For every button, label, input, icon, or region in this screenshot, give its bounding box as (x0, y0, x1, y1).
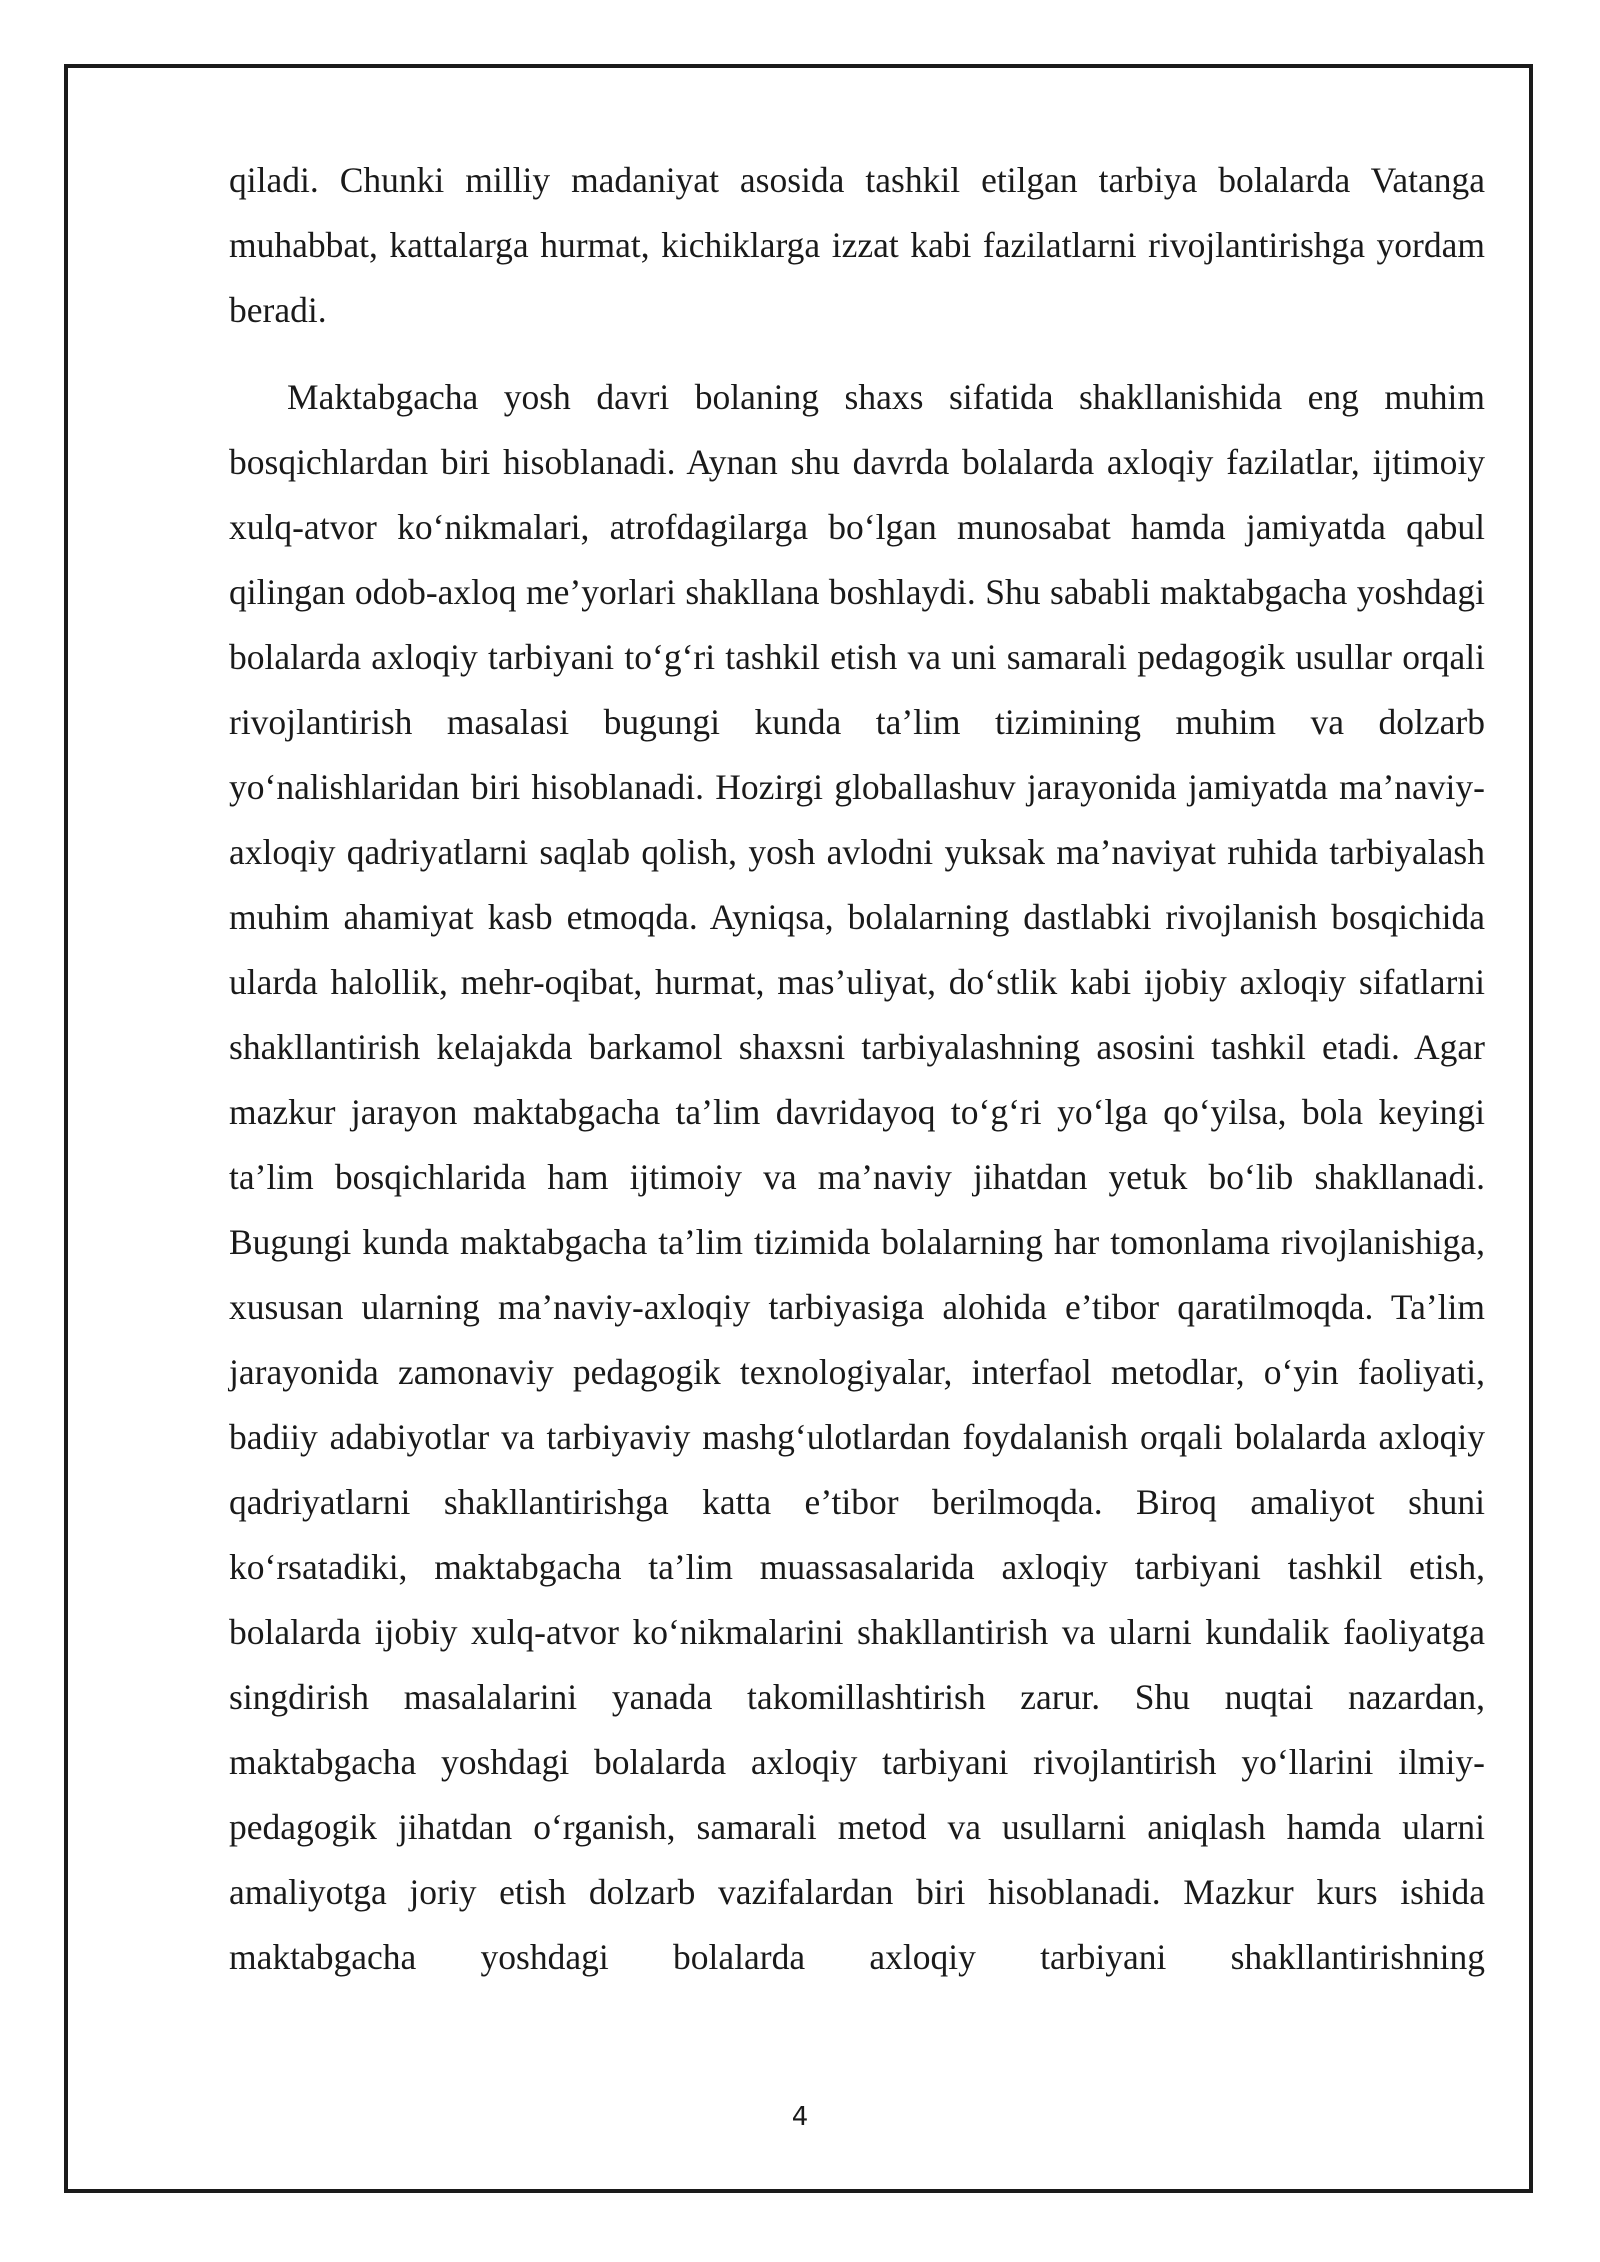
document-body (229, 148, 1485, 1990)
paragraph-main: Maktabgacha yosh davri bolaning shaxs sifatida shakllanishida eng muhim bosqichlardan biri hisoblanadi. Aynan shu davrda bolalarda axloqiy fazilatlar, ijtimoiy xulq-atvor koʻnikmalari, atrofdagilarga boʻlgan munosabat hamda jamiyatda qabul qilingan odob-axloq me’yorlari shakllana boshlaydi. Shu sababli maktabgacha yoshdagi bolalarda axloqiy tarbiyani toʻgʻri tashkil etish va uni samarali pedagogik usullar orqali rivojlantirish masalasi bugungi kunda ta’lim tizimining muhim va dolzarb yoʻnalishlaridan biri hisoblanadi. Hozirgi globallashuv jarayonida jamiyatda ma’naviy-axloqiy qadriyatlarni saqlab qolish, yosh avlodni yuksak ma’naviyat ruhida tarbiyalash muhim ahamiyat kasb etmoqda. Ayniqsa, bolalarning dastlabki rivojlanish bosqichida ularda halollik, mehr-oqibat, hurmat, mas’uliyat, doʻstlik kabi ijobiy axloqiy sifatlarni shakllantirish kelajakda barkamol shaxsni tarbiyalashning asosini tashkil etadi. Agar mazkur jarayon maktabgacha ta’lim davridayoq toʻgʻri yoʻlga qoʻyilsa, bola keyingi ta’lim bosqichlarida ham ijtimoiy va ma’naviy jihatdan yetuk boʻlib shakllanadi. Bugungi kunda maktabgacha ta’lim tizimida bolalarning har tomonlama rivojlanishiga, xususan ularning ma’naviy-axloqiy tarbiyasiga alohida e’tibor qaratilmoqda. Ta’lim jarayonida zamonaviy pedagogik texnologiyalar, interfaol metodlar, oʻyin faoliyati, badiiy adabiyotlar va tarbiyaviy mashgʻulotlardan foydalanish orqali bolalarda axloqiy qadriyatlarni shakllantirishga katta e’tibor berilmoqda. Biroq amaliyot shuni koʻrsatadiki, maktabgacha ta’lim muassasalarida axloqiy tarbiyani tashkil etish, bolalarda ijobiy xulq-atvor koʻnikmalarini shakllantirish va ularni kundalik faoliyatga singdirish masalalarini yanada takomillashtirish zarur. Shu nuqtai nazardan, maktabgacha yoshdagi bolalarda axloqiy tarbiyani rivojlantirish yoʻllarini ilmiy-pedagogik jihatdan oʻrganish, samarali metod va usullarni aniqlash hamda ularni amaliyotga joriy etish dolzarb vazifalardan biri hisoblanadi. Mazkur kurs ishida maktabgacha yoshdagi bolalarda axloqiy tarbiyani shakllantirishning (229, 377, 1485, 1977)
paragraph-continuation: qiladi. Chunki milliy madaniyat asosida tashkil etilgan tarbiya bolalarda Vatanga muhabbat, kattalarga hurmat, kichiklarga izzat kabi fazilatlarni rivojlantirishga yordam beradi. (229, 160, 1485, 330)
page-number: 4 (791, 2102, 809, 2132)
